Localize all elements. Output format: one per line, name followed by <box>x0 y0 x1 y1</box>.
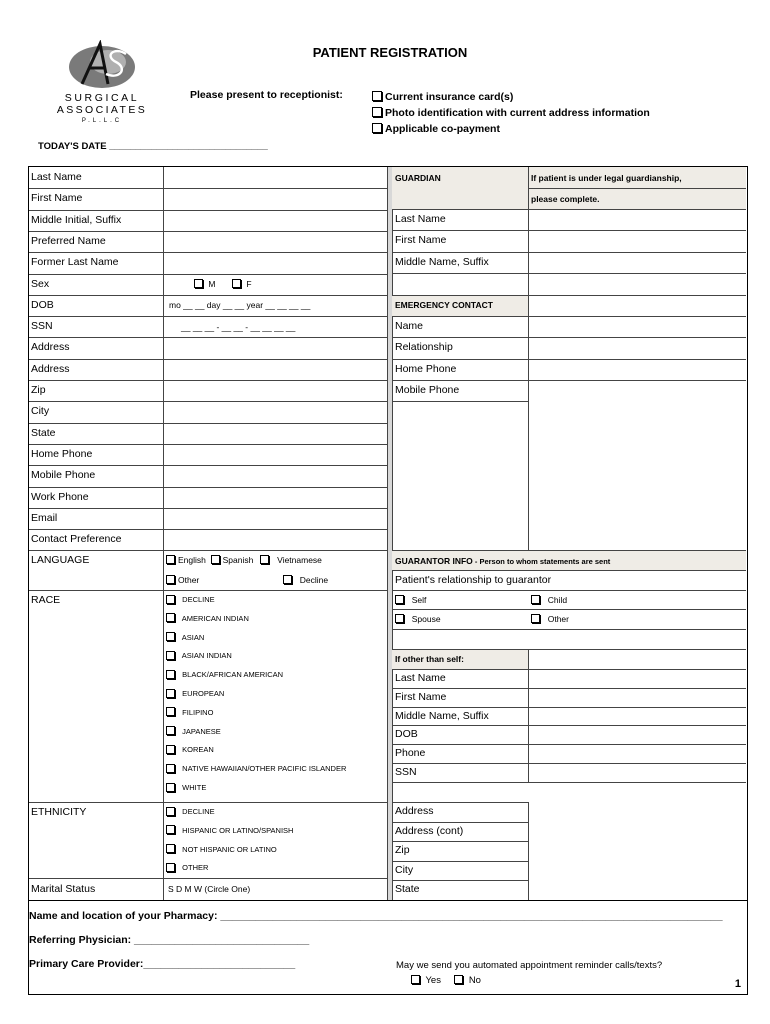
grid-line <box>392 550 746 551</box>
grid-line <box>392 590 746 591</box>
grid-line <box>528 359 746 360</box>
grid-line <box>528 167 529 295</box>
column-separator <box>387 167 393 900</box>
grid-line <box>29 423 387 424</box>
grid-line <box>29 337 387 338</box>
guardian-header: GUARDIAN <box>395 173 441 183</box>
grid-line <box>29 295 387 296</box>
checkbox-icon[interactable] <box>166 863 175 872</box>
checkbox-icon[interactable] <box>166 595 175 604</box>
guarantor-field-label: DOB <box>395 728 418 741</box>
emergency-field-label: Relationship <box>395 341 453 354</box>
grid-line <box>392 782 746 783</box>
grid-line <box>528 380 746 381</box>
grid-line <box>29 550 387 551</box>
field-label: First Name <box>31 192 83 205</box>
guarantor-address-label: State <box>395 883 420 896</box>
grid-line <box>29 252 387 253</box>
emergency-field-label: Mobile Phone <box>395 383 460 396</box>
language-label: LANGUAGE <box>31 554 90 566</box>
field-label: Middle Initial, Suffix <box>31 213 122 226</box>
guarantor-field-label: Phone <box>395 747 426 760</box>
grid-line <box>392 380 528 381</box>
grid-line <box>392 744 746 745</box>
ethnicity-option[interactable]: OTHER <box>166 863 208 873</box>
grid-line <box>29 359 387 360</box>
grid-line <box>29 444 387 445</box>
grid-line <box>163 167 164 550</box>
guarantor-field-label: SSN <box>395 766 417 778</box>
reminder-question: May we send you automated appointment reminder calls/texts? <box>396 960 663 971</box>
ssn-input[interactable]: __ __ __ - __ __ - __ __ __ __ <box>181 322 296 333</box>
requirement-item[interactable] <box>372 105 650 121</box>
grid-line <box>29 529 387 530</box>
checkbox-icon[interactable] <box>531 614 540 623</box>
field-label: Address <box>31 341 70 354</box>
other-than-self-label: If other than self: <box>395 654 464 664</box>
ethnicity-option[interactable]: HISPANIC OR LATINO/SPANISH <box>166 826 293 836</box>
grid-line <box>528 188 746 189</box>
checkbox-icon[interactable] <box>232 279 241 288</box>
field-label: Mobile Phone <box>31 469 96 482</box>
race-option[interactable]: ASIAN INDIAN <box>166 651 232 661</box>
surgical-associates-logo <box>52 40 152 130</box>
checkbox-icon[interactable] <box>454 975 463 984</box>
referring-physician-field[interactable]: Referring Physician: ______________________________ <box>29 934 310 946</box>
checkbox-icon[interactable] <box>411 975 420 984</box>
checkbox-icon[interactable] <box>372 91 382 101</box>
present-label: Please present to receptionist: <box>190 89 343 101</box>
guardian-note-line1: If patient is under legal guardianship, <box>531 173 682 183</box>
field-label: Former Last Name <box>31 256 119 269</box>
field-label: Work Phone <box>31 490 89 503</box>
checkbox-icon[interactable] <box>260 555 269 564</box>
requirement-label: Current insurance card(s) <box>385 91 514 103</box>
grid-line <box>29 188 387 189</box>
race-label: RACE <box>31 594 61 606</box>
field-label: Email <box>31 511 58 524</box>
guarantor-option-spouse[interactable]: Spouse <box>395 614 441 624</box>
grid-line <box>29 878 387 879</box>
language-decline-option[interactable]: Decline <box>283 575 328 585</box>
checkbox-icon[interactable] <box>166 707 175 716</box>
guarantor-header: GUARANTOR INFO - Person to whom statements are sent <box>395 556 611 566</box>
grid-line <box>392 273 746 274</box>
race-option[interactable]: BLACK/AFRICAN AMERICAN <box>166 670 283 680</box>
checkbox-icon[interactable] <box>166 632 175 641</box>
grid-line <box>392 230 746 231</box>
checkbox-icon[interactable] <box>166 726 175 735</box>
race-option[interactable]: ASIAN <box>166 633 204 643</box>
guarantor-field-label: First Name <box>395 690 447 703</box>
grid-line <box>29 401 387 402</box>
grid-line <box>29 316 387 317</box>
race-option[interactable]: EUROPEAN <box>166 689 224 699</box>
marital-status-options[interactable]: S D M W (Circle One) <box>168 884 251 894</box>
requirement-label: Applicable co-payment <box>385 123 500 135</box>
ethnicity-option[interactable]: DECLINE <box>166 807 215 817</box>
guarantor-address-label: Address (cont) <box>395 824 464 837</box>
grid-line <box>29 465 387 466</box>
checkbox-icon[interactable] <box>372 107 382 117</box>
logo-line-1: SURGICAL <box>64 92 140 104</box>
grid-line <box>392 649 746 650</box>
requirement-label: Photo identification with current address information <box>385 107 650 119</box>
guarantor-address-label: Zip <box>395 844 410 857</box>
field-label: Last Name <box>31 171 82 183</box>
grid-line <box>392 822 528 823</box>
grid-line <box>392 802 528 803</box>
checkbox-icon[interactable] <box>166 613 175 622</box>
grid-line <box>392 669 746 670</box>
grid-line <box>29 487 387 488</box>
grid-line <box>528 802 529 900</box>
race-option[interactable]: DECLINE <box>166 595 215 605</box>
checkbox-icon[interactable] <box>283 575 292 584</box>
grid-line <box>392 570 746 571</box>
grid-line <box>528 337 746 338</box>
grid-line <box>528 295 529 550</box>
guardian-field-label: Last Name <box>395 213 446 225</box>
reminder-options <box>411 975 481 986</box>
guarantor-option-other[interactable]: Other <box>531 614 569 624</box>
grid-line <box>392 707 746 708</box>
field-label: Contact Preference <box>31 533 122 546</box>
checkbox-icon[interactable] <box>211 555 220 564</box>
checkbox-icon[interactable] <box>166 764 175 773</box>
grid-line <box>29 231 387 232</box>
marital-status-label: Marital Status <box>31 883 96 895</box>
guardian-field-label: First Name <box>395 234 447 247</box>
race-option[interactable]: AMERICAN INDIAN <box>166 614 249 624</box>
grid-line <box>29 590 387 591</box>
grid-line <box>29 508 387 509</box>
field-label: Sex <box>31 277 50 290</box>
registration-form <box>28 166 748 901</box>
field-label: SSN <box>31 320 53 333</box>
guarantor-option-self[interactable]: Self <box>395 595 426 605</box>
language-options-row2[interactable]: Other <box>166 575 199 585</box>
grid-line <box>392 841 528 842</box>
logo-emblem-icon <box>52 40 152 92</box>
grid-line <box>392 359 528 360</box>
grid-line <box>392 688 746 689</box>
emergency-field-label: Name <box>395 320 424 332</box>
page-title: PATIENT REGISTRATION <box>312 45 468 60</box>
field-label: Address <box>31 362 70 375</box>
grid-line <box>528 649 529 782</box>
pharmacy-field[interactable]: Name and location of your Pharmacy: ______________________________________________________________________________________ <box>29 910 723 922</box>
checkbox-icon[interactable] <box>372 123 382 133</box>
guardian-field-label: Middle Name, Suffix <box>395 255 489 268</box>
grid-line <box>392 337 528 338</box>
checkbox-icon[interactable] <box>395 614 404 623</box>
guarantor-address-label: City <box>395 863 414 876</box>
grid-line <box>29 210 387 211</box>
checkbox-icon[interactable] <box>166 807 175 816</box>
reminder-no-label: No <box>468 975 481 986</box>
ethnicity-label: ETHNICITY <box>31 806 87 818</box>
field-label: Home Phone <box>31 447 93 460</box>
checkbox-icon[interactable] <box>166 844 175 853</box>
grid-line <box>163 550 164 900</box>
grid-line <box>392 629 746 630</box>
guarantor-field-label: Middle Name, Suffix <box>395 709 489 722</box>
grid-line <box>29 380 387 381</box>
checkbox-icon[interactable] <box>166 783 175 792</box>
requirement-item[interactable] <box>372 121 650 137</box>
requirements-list <box>372 89 650 137</box>
grid-line <box>392 609 746 610</box>
race-option[interactable]: NATIVE HAWAIIAN/OTHER PACIFIC ISLANDER <box>166 764 346 774</box>
checkbox-icon[interactable] <box>166 745 175 754</box>
checkbox-icon[interactable] <box>395 595 404 604</box>
checkbox-icon[interactable] <box>531 595 540 604</box>
emergency-field-label: Home Phone <box>395 362 457 375</box>
form-footer <box>28 900 748 995</box>
grid-line <box>392 295 746 296</box>
guarantor-option-child[interactable]: Child <box>531 595 567 605</box>
field-label: DOB <box>31 298 54 311</box>
checkbox-icon[interactable] <box>194 279 203 288</box>
dob-input[interactable]: mo __ __ day __ __ year __ __ __ __ <box>169 299 311 310</box>
race-option[interactable]: KOREAN <box>166 745 214 755</box>
checkbox-icon[interactable] <box>166 670 175 679</box>
logo-line-3: P.L.L.C <box>81 118 123 124</box>
guarantor-field-label: Last Name <box>395 672 446 684</box>
emergency-header: EMERGENCY CONTACT <box>395 300 493 310</box>
language-options-row1[interactable]: English Spanish Vietnamese <box>166 555 322 565</box>
requirement-item[interactable] <box>372 89 650 105</box>
grid-line <box>392 401 528 402</box>
field-label: State <box>31 426 56 439</box>
todays-date-field[interactable]: TODAY'S DATE ______________________________ <box>38 141 268 152</box>
grid-line <box>392 725 746 726</box>
checkbox-icon[interactable] <box>166 651 175 660</box>
checkbox-icon[interactable] <box>166 825 175 834</box>
page-number: 1 <box>734 978 741 990</box>
primary-care-provider-field[interactable]: Primary Care Provider:__________________________ <box>29 958 296 970</box>
grid-line <box>392 763 746 764</box>
grid-line <box>392 316 746 317</box>
guarantor-relationship-label: Patient's relationship to guarantor <box>395 574 552 586</box>
guardian-note-line2: please complete. <box>531 194 600 204</box>
guarantor-address-label: Address <box>395 805 434 817</box>
logo-line-2: ASSOCIATES <box>56 104 148 116</box>
race-option[interactable]: WHITE <box>166 783 206 793</box>
grid-line <box>29 802 387 803</box>
checkbox-icon[interactable] <box>166 555 175 564</box>
race-option[interactable]: JAPANESE <box>166 727 221 737</box>
grid-line <box>392 880 528 881</box>
grid-line <box>392 209 746 210</box>
grid-line <box>392 861 528 862</box>
race-option[interactable]: FILIPINO <box>166 708 213 718</box>
grid-line <box>29 274 387 275</box>
checkbox-icon[interactable] <box>166 689 175 698</box>
sex-options[interactable]: M F <box>194 279 252 289</box>
reminder-yes-label: Yes <box>425 975 441 986</box>
field-label: City <box>31 405 50 418</box>
field-label: Preferred Name <box>31 234 106 247</box>
checkbox-icon[interactable] <box>166 575 175 584</box>
field-label: Zip <box>31 384 46 396</box>
grid-line <box>392 252 746 253</box>
ethnicity-option[interactable]: NOT HISPANIC OR LATINO <box>166 845 277 855</box>
